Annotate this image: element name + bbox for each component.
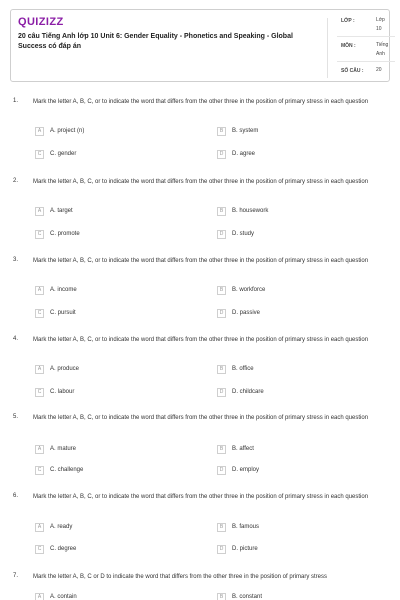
option-letter-box: C: [35, 545, 44, 554]
option-letter-box: A: [35, 445, 44, 454]
option-text: C. degree: [50, 546, 77, 552]
option-letter-box: A: [35, 127, 44, 136]
option-text: C. promote: [50, 231, 80, 237]
option-text: C. labour: [50, 389, 75, 395]
option-letter-box: C: [35, 466, 44, 475]
class-value-line-1: Lớp: [376, 17, 385, 23]
option-text: A. target: [50, 208, 73, 214]
question-number: 3.: [13, 257, 19, 263]
worksheet-header: [10, 9, 390, 82]
question-text: Mark the letter A, B, C, or to indicate the word that differs from the other three in the position of primary stress in each question: [33, 415, 369, 421]
question-count-label: SỐ CÂU :: [341, 68, 364, 74]
question-text: Mark the letter A, B, C, or to indicate the word that differs from the other three in the position of primary stress in each question: [33, 494, 369, 500]
option-text: B. affect: [232, 446, 254, 452]
option-text: B. system: [232, 128, 259, 134]
option-text: A. income: [50, 287, 77, 293]
option-text: B. housework: [232, 208, 269, 214]
option-letter-box: C: [35, 309, 44, 318]
option-text: B. workforce: [232, 287, 266, 293]
option-text: A. produce: [50, 366, 80, 372]
question-number: 7.: [13, 573, 19, 579]
question-text: Mark the letter A, B, C, or to indicate the word that differs from the other three in the position of primary stress in each question: [33, 337, 369, 343]
question-number: 6.: [13, 493, 19, 499]
option-text: C. pursuit: [50, 310, 76, 316]
option-letter-box: C: [35, 150, 44, 159]
option-letter-box: B: [217, 365, 226, 374]
option-text: A. ready: [50, 524, 73, 530]
option-letter-box: B: [217, 127, 226, 136]
option-text: D. childcare: [232, 389, 264, 395]
option-letter-box: A: [35, 365, 44, 374]
subject-value-line-2: Anh: [376, 51, 385, 57]
subject-value-line-1: Tiếng: [376, 42, 389, 48]
option-letter-box: C: [35, 388, 44, 397]
option-letter-box: A: [35, 207, 44, 216]
meta-separator: [337, 36, 395, 37]
question-number: 4.: [13, 336, 19, 342]
option-letter-box: D: [217, 466, 226, 475]
subject-label: MÔN :: [341, 43, 356, 49]
option-text: D. employ: [232, 467, 260, 473]
option-letter-box: B: [217, 523, 226, 532]
worksheet-title: 20 câu Tiếng Anh lớp 10 Unit 6: Gender Equality - Phonetics and Speaking - Global Success có đáp án: [18, 33, 293, 50]
option-text: C. gender: [50, 151, 77, 157]
class-value: [376, 16, 396, 34]
option-letter-box: C: [35, 230, 44, 239]
meta-separator: [337, 61, 395, 62]
question-number: 2.: [13, 178, 19, 184]
option-letter-box: B: [217, 286, 226, 295]
option-letter-box: B: [217, 207, 226, 216]
question-number: 1.: [13, 98, 19, 104]
meta-divider: [327, 18, 328, 78]
option-letter-box: D: [217, 388, 226, 397]
question-text: Mark the letter A, B, C, or to indicate the word that differs from the other three in the position of primary stress in each question: [33, 99, 369, 105]
option-letter-box: A: [35, 593, 44, 600]
option-text: A. project (n): [50, 128, 85, 134]
option-text: B. office: [232, 366, 254, 372]
class-label: LỚP :: [341, 18, 355, 24]
option-letter-box: B: [217, 445, 226, 454]
option-text: D. agree: [232, 151, 256, 157]
question-text: Mark the letter A, B, C or D to indicate the word that differs from the other three in the position of primary stress: [33, 574, 328, 580]
option-text: A. mature: [50, 446, 77, 452]
option-text: A. contain: [50, 594, 77, 600]
subject-value: [376, 41, 396, 59]
option-letter-box: B: [217, 593, 226, 600]
question-text: Mark the letter A, B, C, or to indicate the word that differs from the other three in the position of primary stress in each question: [33, 258, 369, 264]
option-letter-box: D: [217, 545, 226, 554]
option-letter-box: A: [35, 523, 44, 532]
option-text: B. famous: [232, 524, 260, 530]
option-letter-box: D: [217, 309, 226, 318]
option-text: D. passive: [232, 310, 261, 316]
quizizz-logo[interactable]: QUIZIZZ: [18, 16, 64, 28]
class-value-line-2: 10: [376, 26, 382, 32]
question-text: Mark the letter A, B, C, or to indicate the word that differs from the other three in the position of primary stress in each question: [33, 179, 369, 185]
option-letter-box: D: [217, 230, 226, 239]
question-count-value: 20: [376, 67, 382, 73]
option-letter-box: D: [217, 150, 226, 159]
question-number: 5.: [13, 414, 19, 420]
option-letter-box: A: [35, 286, 44, 295]
option-text: D. study: [232, 231, 255, 237]
option-text: C. challenge: [50, 467, 84, 473]
option-text: D. picture: [232, 546, 258, 552]
option-text: B. constant: [232, 594, 263, 600]
